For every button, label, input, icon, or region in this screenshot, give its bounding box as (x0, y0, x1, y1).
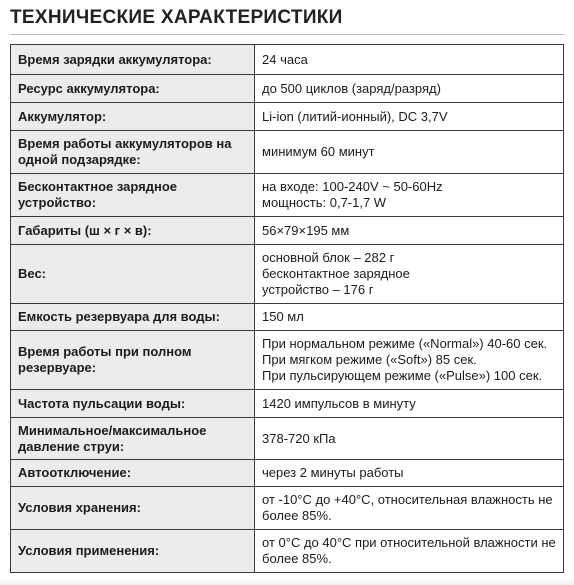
spec-value: Li-ion (литий-ионный), DC 3,7V (255, 103, 564, 131)
spec-value: 56×79×195 мм (255, 217, 564, 245)
spec-label: Бесконтактное зарядное устройство: (11, 174, 255, 217)
title-divider (10, 34, 564, 35)
spec-label: Минимальное/максимальное давление струи: (11, 418, 255, 460)
spec-value-line: бесконтактное зарядное (262, 266, 410, 281)
page-title: ТЕХНИЧЕСКИЕ ХАРАКТЕРИСТИКИ (10, 7, 343, 28)
table-row (11, 418, 564, 460)
spec-value-line: мощность: 0,7-1,7 W (262, 195, 387, 210)
table-row (11, 245, 564, 304)
spec-value (255, 174, 564, 217)
spec-value: 1420 импульсов в минуту (255, 390, 564, 418)
specifications-table (10, 44, 564, 573)
table-row (11, 487, 564, 530)
table-row (11, 530, 564, 573)
spec-value-line: При нормальном режиме («Normal») 40-60 сек. (262, 336, 548, 351)
spec-label: Время зарядки аккумулятора: (11, 45, 255, 75)
spec-label: Частота пульсации воды: (11, 390, 255, 418)
spec-label: Условия хранения: (11, 487, 255, 530)
spec-value (255, 245, 564, 304)
spec-value (255, 331, 564, 390)
table-row (11, 103, 564, 131)
spec-label: Аккумулятор: (11, 103, 255, 131)
table-row (11, 390, 564, 418)
table-row (11, 45, 564, 75)
table-row (11, 131, 564, 174)
spec-value: 150 мл (255, 304, 564, 331)
spec-value: 378-720 кПа (255, 418, 564, 460)
spec-label: Габариты (ш × г × в): (11, 217, 255, 245)
table-row (11, 304, 564, 331)
spec-label: Ресурс аккумулятора: (11, 75, 255, 103)
spec-value-line: на входе: 100-240V ~ 50-60Hz (262, 179, 443, 194)
spec-label: Емкость резервуара для воды: (11, 304, 255, 331)
table-row (11, 174, 564, 217)
spec-value: через 2 минуты работы (255, 460, 564, 487)
table-row (11, 217, 564, 245)
spec-label: Время работы аккумуляторов на одной подзарядке: (11, 131, 255, 174)
spec-label: Время работы при полном резервуаре: (11, 331, 255, 390)
spec-value: минимум 60 минут (255, 131, 564, 174)
spec-value-line: основной блок – 282 г (262, 250, 395, 265)
spec-label: Условия применения: (11, 530, 255, 573)
bottom-edge (0, 578, 574, 585)
spec-value-line: При мягком режиме («Soft») 85 сек. (262, 352, 477, 367)
spec-label: Автоотключение: (11, 460, 255, 487)
table-row (11, 331, 564, 390)
spec-label: Вес: (11, 245, 255, 304)
table-row (11, 75, 564, 103)
spec-value-line: При пульсирующем режиме («Pulse») 100 сек. (262, 368, 543, 383)
spec-value: 24 часа (255, 45, 564, 75)
spec-value-line: устройство – 176 г (262, 282, 374, 297)
spec-value: от 0°C до 40°C при относительной влажности не более 85%. (255, 530, 564, 573)
spec-value: до 500 циклов (заряд/разряд) (255, 75, 564, 103)
spec-value: от -10°C до +40°C, относительная влажность не более 85%. (255, 487, 564, 530)
table-row (11, 460, 564, 487)
